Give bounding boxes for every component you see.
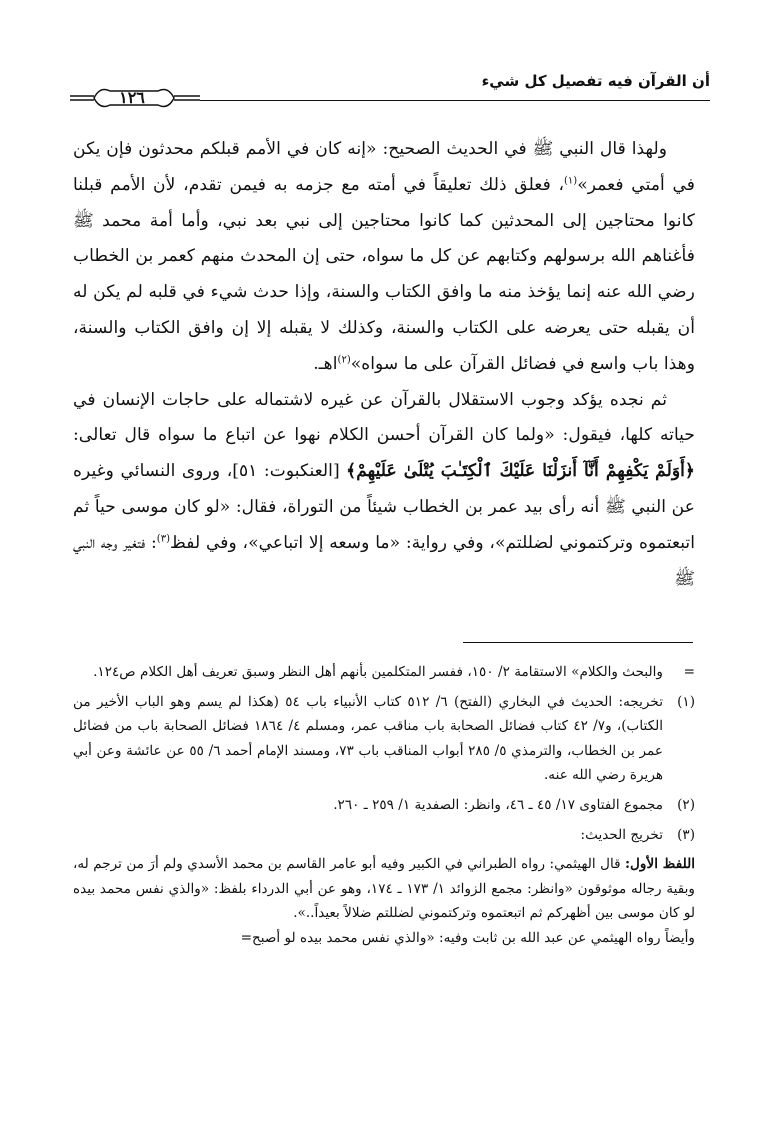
paragraph-2-part-a: ثم نجده يؤكد وجوب الاستقلال بالقرآن عن غيره لاشتماله على حاجات الإنسان في حياته كلها، فيقول: «ولما كان القرآن أحسن الكلام نهوا عن اتباع ما سواه قال تعالى:: [73, 389, 695, 446]
main-text: [73, 132, 695, 597]
chapter-title: أن القرآن فيه تفصيل كل شيء: [481, 72, 710, 90]
footnote-continued-text: والبحث والكلام» الاستقامة ٢/ ١٥٠، ففسر المتكلمين بأنهم أهل النظر وسبق تعريف أهل الكلام ص١٢٤.: [93, 664, 663, 680]
footnote-3-first-wording: [73, 852, 695, 926]
footnote-ref-2: (٢): [337, 354, 351, 366]
paragraph-2-part-c: : فتغير وجه النبي ﷺ: [73, 532, 695, 589]
footnote-ref-3: (٣): [156, 533, 170, 545]
quran-verse: ﴿أَوَلَمْ يَكْفِهِمْ أَنَّآ أَنزَلْنَا عَلَيْكَ ٱلْكِتَـٰبَ يُتْلَىٰ عَلَيْهِمْ﴾: [346, 461, 696, 482]
footnote-3-sub-label: اللفظ الأول:: [625, 856, 695, 873]
footnotes: [73, 660, 695, 951]
paragraph-2: [73, 383, 695, 598]
footnote-2-text: مجموع الفتاوى ١٧/ ٤٥ ـ ٤٦، وانظر: الصفدية ١/ ٢٥٩ ـ ٢٦٠.: [333, 796, 663, 813]
paragraph-1-part-a: ولهذا قال النبي ﷺ في الحديث الصحيح: «إنه كان في الأمم قبلكم محدثون فإن يكن في أمتي فعمر»: [73, 139, 696, 195]
header-rule: [200, 100, 710, 101]
footnote-1-text: تخريجه: الحديث في البخاري (الفتح) ٦/ ٥١٢ كتاب الأنبياء باب ٥٤ (هكذا لم يسم وهو الباب الأخير من الكتاب)، و٧/ ٤٢ كتاب فضائل الصحابة باب مناقب عمر، ومسلم ٤/ ١٨٦٤ فضائل الصحابة باب من فضائل عمر بن الخطاب، والترمذي ٥/ ٢٨٥ أبواب المناقب باب ٧٣، ومسند الإمام أحمد ٦/ ٥٥ عن عائشة وعن أبي هريرة رضي الله عنه.: [73, 693, 664, 784]
footnote-continued: [73, 660, 695, 685]
page-number-ornament: [70, 82, 200, 114]
paragraph-1-part-b: ، فعلق ذلك تعليقاً في أمته مع جزمه به فيمن تقدم، لأن الأمم قبلنا كانوا محتاجين إلى المحدثين كما كانوا محتاجين إلى نبي بعد نبي، وأما أمة محمد ﷺ فأغناهم الله برسولهم وكتابهم عن كل ما سواه، حتى إن المحدث منهم كعمر بن الخطاب رضي الله عنه إنما يؤخذ منه ما وافق الكتاب والسنة، وإذا حدث شيء في قلبه لم يكن له أن يقبله حتى يعرضه على الكتاب والسنة، وكذلك لا يقبله إلا إن وافق الكتاب والسنة، وهذا باب واسع في فضائل القرآن على ما سواه»: [73, 174, 695, 374]
page-number: ١٢٦: [119, 88, 145, 107]
footnote-3-second-wording: وأيضاً رواه الهيثمي عن عبد الله بن ثابت وفيه: «والذي نفس محمد بيده لو أصبح=: [240, 929, 695, 946]
paragraph-1: [73, 132, 695, 383]
running-header: [70, 72, 710, 112]
footnote-3-sub-text: قال الهيثمي: رواه الطبراني في الكبير وفيه أبو عامر القاسم بن محمد الأسدي ولم أرَ من ترجم له، وبقية رجاله موثوقون «وانظر: مجمع الزوائد ١/ ١٧٣ ـ ١٧٤، وهو عن أبي الدرداء بلفظ: «والذي نفس محمد بيده لو كان موسى بين أظهركم ثم اتبعتموه وتركتموني لضللتم ضلالاً بعيداً..».: [73, 856, 695, 922]
footnote-1-marker: (١): [677, 693, 695, 710]
footnote-1: [73, 690, 695, 788]
paragraph-2-part-b: [العنكبوت: ٥١]، وروى النسائي وغيره عن النبي ﷺ أنه رأى بيد عمر بن الخطاب شيئاً من التوراة، فقال: «لو كان موسى حياً ثم اتبعتموه وتركتموني لضللتم»، وفي رواية: «ما وسعه إلا اتباعي»، وفي لفظ: [73, 461, 695, 553]
footnote-3-text: تخريج الحديث:: [580, 826, 663, 843]
paragraph-1-part-c: اهـ.: [313, 353, 338, 374]
footnote-separator: [463, 642, 693, 643]
footnote-ref-1: (١): [564, 175, 578, 187]
footnote-continued-marker: =: [683, 664, 695, 680]
footnote-3: [73, 823, 695, 848]
footnote-3-marker: (٣): [677, 826, 695, 843]
footnote-2-marker: (٢): [677, 796, 695, 813]
footnote-2: [73, 793, 695, 818]
